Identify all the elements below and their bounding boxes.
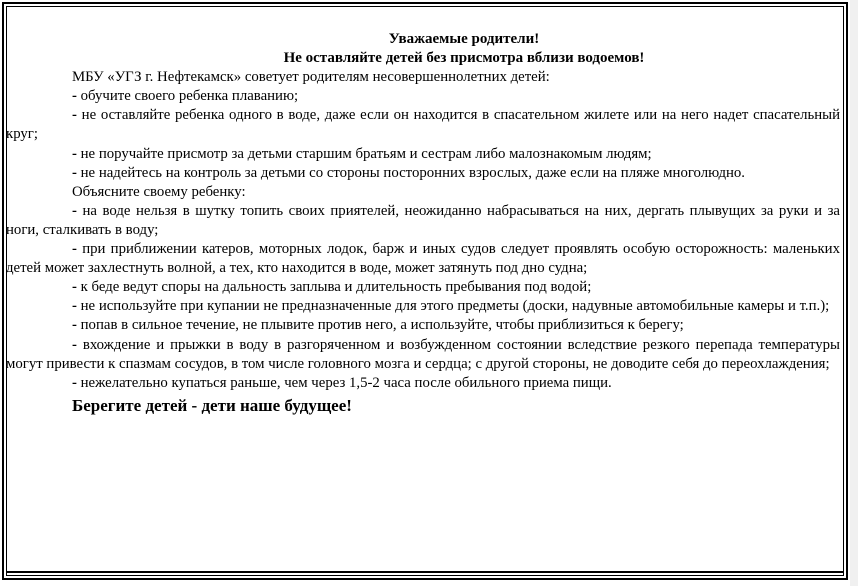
explain-item [6, 374, 840, 393]
advice-item [6, 164, 840, 183]
advice-item [6, 87, 840, 106]
explain-item [6, 297, 840, 316]
notice-intro: МБУ «УГЗ г. Нефтекамск» советует родителям несовершеннолетних детей: [72, 69, 550, 86]
notice-subtitle: Не оставляйте детей без присмотра вблизи водоемов! [283, 50, 645, 67]
advice-text: не поручайте присмотр за детьми старшим братьям и сестрам либо малознакомым людям; [80, 145, 652, 162]
bullet-dash: - [72, 298, 77, 315]
explain-item [6, 202, 840, 240]
advice-item [6, 106, 840, 144]
closing-slogan [6, 395, 840, 417]
explain-text: к беде ведут споры на дальность заплыва и длительность пребывания под водой; [80, 279, 592, 296]
advice-item [6, 145, 840, 164]
advice-text: обучите своего ребенка плаванию; [80, 88, 299, 105]
bullet-dash: - [72, 145, 77, 162]
page-edge [850, 0, 858, 586]
explain-text: при приближении катеров, моторных лодок, барж и иных судов следует проявлять особую осторожность: маленьких детей может захлестнуть волной, а тех, кто находится в воде, может затянуть под дно судна; [6, 241, 840, 277]
notice-content [6, 30, 840, 417]
bullet-dash: - [72, 107, 77, 124]
closing-part-1: Берегите детей [72, 395, 188, 415]
closing-dash: - [191, 395, 198, 415]
bullet-dash: - [72, 202, 77, 219]
bullet-dash: - [72, 241, 77, 258]
notice-bottom-rule [6, 571, 844, 573]
explain-text: на воде нельзя в шутку топить своих приятелей, неожиданно набрасываться на них, дергать плывущих за руки и за ноги, сталкивать в воду; [6, 202, 840, 238]
explain-intro: Объясните своему ребенку: [72, 183, 246, 200]
notice-title: Уважаемые родители! [388, 31, 540, 47]
explain-item [6, 278, 840, 297]
advice-text: не оставляйте ребенка одного в воде, даже если он находится в спасательном жилете или на него надет спасательный круг; [6, 107, 841, 143]
explain-item [6, 336, 840, 374]
explain-text: попав в сильное течение, не плывите против него, а используйте, чтобы приблизиться к берегу; [80, 317, 684, 334]
bullet-dash: - [72, 164, 77, 181]
bullet-dash: - [72, 336, 77, 353]
closing-part-2: дети наше будущее! [201, 395, 352, 415]
explain-text: не используйте при купании не предназначенные для этого предметы (доски, надувные автомобильные камеры и т.п.); [80, 298, 830, 315]
bullet-dash: - [72, 279, 77, 296]
explain-item [6, 240, 840, 278]
bullet-dash: - [72, 374, 77, 391]
bullet-dash: - [72, 88, 77, 105]
explain-item [6, 316, 840, 335]
bullet-dash: - [72, 317, 77, 334]
explain-text: вхождение и прыжки в воду в разгоряченном и возбужденном состоянии вследствие резкого перепада температуры могут привести к спазмам сосудов, в том числе головного мозга и сердца; с другой стороны, не доводите себя до переохлаждения; [6, 336, 840, 372]
explain-text: нежелательно купаться раньше, чем через 1,5-2 часа после обильного приема пищи. [80, 374, 612, 391]
advice-text: не надейтесь на контроль за детьми со стороны посторонних взрослых, даже если на пляже многолюдно. [80, 164, 745, 181]
